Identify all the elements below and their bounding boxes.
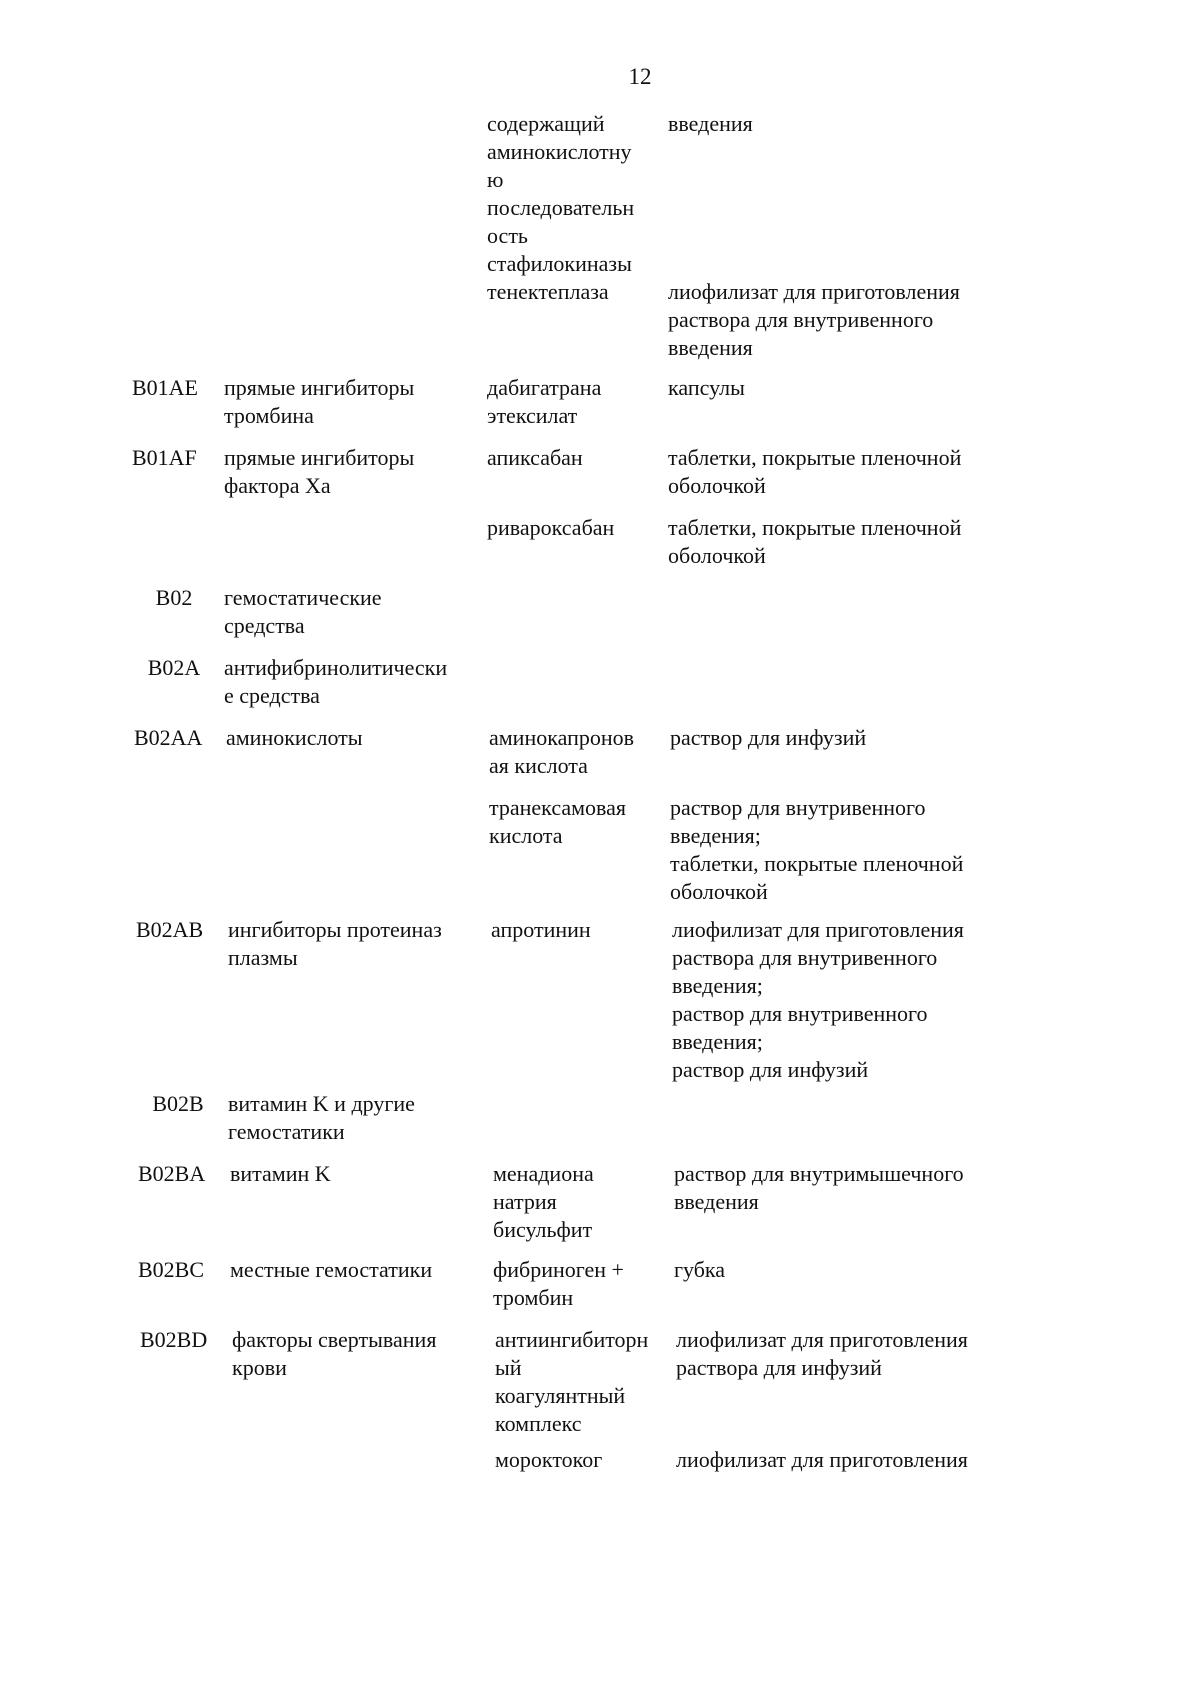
atc-code: B02A	[147, 655, 201, 680]
drug-name: ривароксабан	[487, 515, 615, 540]
group-name: витамин K	[230, 1161, 331, 1186]
group-name: местные гемостатики	[230, 1257, 433, 1282]
dosage-form: лиофилизат для приготовления раствора для инфузий	[676, 1327, 968, 1380]
atc-code: B02AA	[134, 725, 203, 750]
dosage-form: раствор для внутривенного введения; таблетки, покрытые пленочной оболочкой	[670, 795, 964, 904]
dosage-form: лиофилизат для приготовления раствора для внутривенного введения; раствор для внутривенного введения; раствор для инфузий	[672, 917, 964, 1082]
group-name: прямые ингибиторы фактора Xa	[224, 445, 415, 498]
drug-name: мороктоког	[495, 1447, 603, 1472]
atc-code: B02BD	[140, 1327, 208, 1352]
drug-name: апиксабан	[487, 445, 583, 470]
dosage-form: капсулы	[668, 375, 745, 400]
atc-code: B02AB	[136, 917, 204, 942]
dosage-form: губка	[674, 1257, 726, 1282]
drug-name: апротинин	[491, 917, 591, 942]
atc-code: B02B	[152, 1091, 204, 1116]
atc-code: B02	[155, 585, 193, 610]
atc-code: B02BC	[138, 1257, 205, 1282]
drug-name: менадиона натрия бисульфит	[493, 1161, 594, 1242]
group-name: факторы свертывания крови	[232, 1327, 437, 1380]
drug-name: аминокапронов ая кислота	[489, 725, 634, 778]
dosage-form: раствор для инфузий	[670, 725, 867, 750]
group-name: прямые ингибиторы тромбина	[224, 375, 415, 428]
page-number: 12	[628, 64, 652, 89]
dosage-form: введения	[668, 111, 753, 136]
group-name: аминокислоты	[226, 725, 363, 750]
drug-name: фибриноген + тромбин	[493, 1257, 624, 1310]
dosage-form: раствор для внутримышечного введения	[674, 1161, 964, 1214]
group-name: ингибиторы протеиназ плазмы	[228, 917, 442, 970]
atc-code: B01AF	[132, 445, 197, 470]
drug-name: транексамовая кислота	[489, 795, 627, 848]
group-name: гемостатические средства	[224, 585, 382, 638]
drug-name: антиингибиторн ый коагулянтный комплекс	[495, 1327, 649, 1436]
dosage-form: лиофилизат для приготовления	[676, 1447, 968, 1472]
drug-name: тенектеплаза	[487, 279, 609, 304]
group-name: витамин K и другие гемостатики	[228, 1091, 415, 1144]
dosage-form: таблетки, покрытые пленочной оболочкой	[668, 515, 962, 568]
group-name: антифибринолитически е средства	[224, 655, 448, 708]
atc-code: B02BA	[138, 1161, 206, 1186]
drug-name: содержащий аминокислотну ю последовательн ость стафилокиназы	[487, 111, 635, 276]
dosage-form: таблетки, покрытые пленочной оболочкой	[668, 445, 962, 498]
atc-code: B01AE	[132, 375, 198, 400]
drug-name: дабигатрана этексилат	[487, 375, 602, 428]
dosage-form: лиофилизат для приготовления раствора для внутривенного введения	[668, 279, 960, 360]
